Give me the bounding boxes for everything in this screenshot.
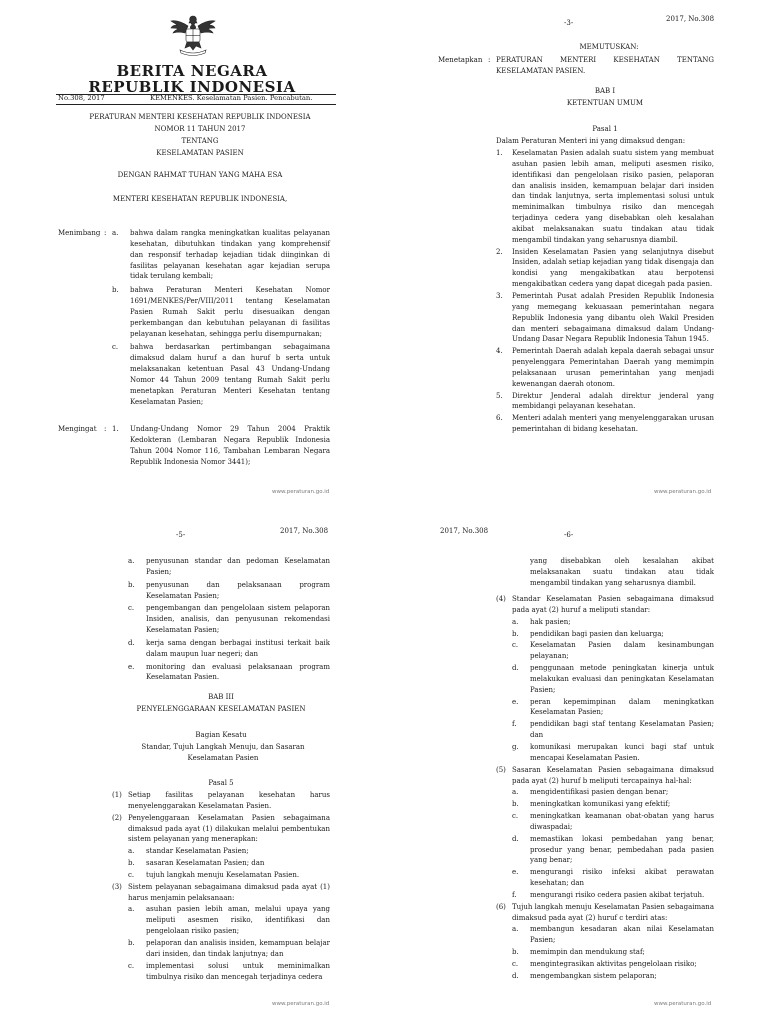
- minister-heading: MENTERI KESEHATAN REPUBLIK INDONESIA,: [112, 195, 288, 203]
- sub-clause: [512, 834, 714, 867]
- definition-item: [496, 247, 714, 290]
- page-header: 2017, No.308: [280, 527, 329, 535]
- sub-clause: [128, 846, 330, 857]
- sub-clause-label: e.: [512, 697, 519, 706]
- mengingat-list: [112, 424, 330, 470]
- menimbang-item-label: b.: [112, 286, 119, 295]
- menimbang-label: Menimbang: [58, 229, 101, 237]
- clause-text: Setiap fasilitas pelayanan kesehatan harus menyelenggarakan Keselamatan Pasien.: [128, 791, 330, 810]
- menimbang-item-label: a.: [112, 229, 119, 237]
- sub-clause: [512, 811, 714, 833]
- sub-clause: [512, 890, 714, 901]
- bagian-heading: Bagian Kesatu: [195, 731, 247, 739]
- page-number: -5-: [176, 531, 186, 539]
- clause: [496, 594, 714, 764]
- sub-clause: [512, 617, 714, 628]
- sub-clause-text: memimpin dan mendukung staf;: [530, 948, 645, 957]
- regulation-subject: KESELAMATAN PASIEN: [156, 149, 244, 157]
- clause: [112, 813, 330, 881]
- definition-item-text: Menteri adalah menteri yang menyelenggarakan urusan pemerintahan di bidang kesehatan.: [512, 414, 714, 434]
- gazette-topic: KEMENKES. Keselamatan Pasien. Pencabutan.: [150, 94, 313, 102]
- sub-clause: [512, 697, 714, 719]
- sub-clause-text: pelaporan dan analisis insiden, kemampuan belajar dari insiden, dan tindak lanjutnya; dan: [146, 938, 330, 958]
- clause-label: (1): [112, 791, 122, 799]
- document-page-2: [384, 0, 768, 512]
- definition-item-text: Pemerintah Pusat adalah Presiden Republik Indonesia yang memegang kekuasaan pemerintahan negara Republik Indonesia yang dibantu oleh Wakil Presiden dan menteri sebagaimana dimaksud dalam Undang-Undang Dasar Negara Republik Indonesia Tahun 1945.: [512, 291, 714, 344]
- definition-item: [496, 413, 714, 435]
- footer-url[interactable]: www.peraturan.go.id: [272, 489, 330, 495]
- menimbang-item: [112, 342, 330, 407]
- bab-heading: BAB III: [208, 693, 234, 701]
- clause: [496, 902, 714, 982]
- bab-title: PENYELENGGARAAN KESELAMATAN PASIEN: [136, 705, 306, 713]
- sub-clause-label: a.: [512, 617, 519, 626]
- sub-clause-label: c.: [512, 960, 519, 968]
- sub-clause: [512, 663, 714, 696]
- task-item-label: d.: [128, 638, 135, 647]
- menimbang-item-text: bahwa berdasarkan pertimbangan sebagaimana dimaksud dalam huruf a dan huruf b serta untuk melaksanakan ketentuan Pasal 43 Undang-Undang Nomor 44 Tahun 2009 tentang Rumah Sakit perlu menetapkan Peraturan Menteri Kesehatan tentang Keselamatan Pasien;: [130, 343, 330, 406]
- sub-clause-text: meningkatkan keamanan obat-obatan yang harus diwaspadai;: [530, 812, 714, 831]
- sub-clause-text: standar Keselamatan Pasien;: [146, 847, 249, 856]
- mengingat-label: Mengingat: [58, 425, 97, 433]
- menimbang-item-text: bahwa dalam rangka meningkatkan kualitas pelayanan kesehatan, dibutuhkan tindakan yang komprehensif dan responsif terhadap kejadian tidak diinginkan di fasilitas pelayanan kesehatan agar kejadian serupa tidak terulang kembali;: [130, 229, 330, 281]
- sub-clause-text: memastikan lokasi pembedahan yang benar, prosedur yang benar, pembedahan pada pasien yang benar;: [530, 834, 714, 865]
- sub-clause: [512, 971, 714, 982]
- bab-heading: BAB I: [594, 87, 616, 95]
- clause-text: Tujuh langkah menuju Keselamatan Pasien sebagaimana dimaksud pada ayat (2) huruf c terdiri atas:: [512, 902, 714, 922]
- sub-clause-text: mengidentifikasi pasien dengan benar;: [530, 788, 669, 797]
- sub-clause-label: b.: [128, 938, 135, 947]
- sub-clause-text: komunikasi merupakan kunci bagi staf untuk mencapai Keselamatan Pasien.: [530, 742, 714, 762]
- sub-clause-text: hak pasien;: [530, 617, 571, 626]
- sub-clause-text: membangun kesadaran akan nilai Keselamatan Pasien;: [530, 925, 714, 945]
- garuda-emblem-icon: [168, 12, 218, 58]
- menimbang-item-label: c.: [112, 343, 119, 352]
- menimbang-item: [112, 228, 330, 282]
- sub-clause-label: d.: [512, 664, 519, 673]
- sub-clause: [512, 799, 714, 810]
- sub-clause-label: b.: [128, 859, 135, 868]
- sub-clause-text: pendidikan bagi staf tentang Keselamatan Pasien; dan: [530, 720, 714, 740]
- sub-clause-text: mengintegrasikan aktivitas pengelolaan risiko;: [530, 960, 697, 968]
- page-header: 2017, No.308: [666, 15, 715, 23]
- page-header: 2017, No.308: [440, 527, 489, 535]
- sub-clause-text: Keselamatan Pasien dalam kesinambungan pelayanan;: [530, 641, 714, 661]
- definitions-list: [496, 148, 714, 436]
- continuation-text: yang disebabkan oleh kesalahan akibat melaksanakan suatu tindakan atau tidak mengambil tindakan yang seharusnya diambil.: [530, 557, 714, 587]
- mengingat-item: [112, 424, 330, 467]
- definition-item-label: 5.: [496, 391, 503, 400]
- clause-text: Sistem pelayanan sebagaimana dimaksud pada ayat (1) harus menjamin pelaksanaan:: [128, 882, 330, 902]
- sub-clause-text: mengurangi risiko cedera pasien akibat terjatuh.: [530, 890, 705, 899]
- task-item-label: b.: [128, 580, 135, 589]
- clause-label: (3): [112, 882, 122, 891]
- pasal-5-clauses: [112, 790, 330, 983]
- republik-indonesia-title: REPUBLIK INDONESIA: [88, 78, 296, 96]
- page-number: -3-: [564, 19, 574, 27]
- sub-clause: [512, 719, 714, 741]
- sub-clause: [128, 938, 330, 960]
- sub-clause: [128, 870, 330, 881]
- task-item-label: c.: [128, 604, 135, 613]
- footer-url[interactable]: www.peraturan.go.id: [272, 1001, 330, 1007]
- sub-clause-text: mengurangi risiko infeksi akibat perawatan kesehatan; dan: [530, 868, 714, 888]
- task-item-text: kerja sama dengan berbagai institusi terkait baik dalam maupun luar negeri; dan: [146, 638, 330, 658]
- sub-clause-text: penggunaan metode peningkatan kinerja untuk melakukan evaluasi dan peningkatan Keselamatan Pasien;: [530, 664, 714, 694]
- definition-item: [496, 291, 714, 345]
- definition-item-text: Insiden Keselamatan Pasien yang selanjutnya disebut Insiden, adalah setiap kejadian yang tidak disengaja dan kondisi yang mengakibatkan atau berpotensi mengakibatkan cedera yang dapat dicegah pada pasien.: [512, 247, 714, 289]
- regulation-title: PERATURAN MENTERI KESEHATAN REPUBLIK INDONESIA: [89, 113, 311, 121]
- sub-clause-label: f.: [512, 720, 517, 729]
- task-item-text: penyusunan standar dan pedoman Keselamatan Pasien;: [146, 557, 330, 576]
- bab-title: KETENTUAN UMUM: [566, 99, 644, 107]
- sub-clause: [128, 904, 330, 937]
- document-page-4: [384, 512, 768, 1024]
- sub-clause-label: d.: [512, 971, 519, 980]
- definition-item-label: 6.: [496, 414, 503, 423]
- sub-clause: [512, 640, 714, 662]
- sub-clause-label: a.: [128, 847, 135, 856]
- task-item-text: penyusunan dan pelaksanaan program Keselamatan Pasien;: [146, 580, 330, 600]
- sub-clause-label: b.: [512, 800, 519, 809]
- sub-clause-label: c.: [512, 641, 519, 650]
- definition-item: [496, 391, 714, 413]
- task-item: [128, 662, 330, 684]
- document-page-3: [0, 512, 384, 1024]
- definition-item-text: Direktur Jenderal adalah direktur jenderal yang membidangi pelayanan kesehatan.: [512, 391, 714, 411]
- definition-item-text: Pemerintah Daerah adalah kepala daerah sebagai unsur penyelenggara Pemerintahan Daerah yang memimpin pelaksanaan urusan pemerintahan yang menjadi kewenangan daerah otonom.: [512, 347, 714, 388]
- gazette-number: No.308, 2017: [58, 94, 105, 102]
- regulation-about: TENTANG: [181, 137, 219, 145]
- clause-label: (2): [112, 813, 122, 822]
- clause: [112, 882, 330, 983]
- header-rule-thin: [56, 104, 336, 105]
- sub-clause-label: f.: [512, 890, 517, 899]
- clause-label: (6): [496, 902, 506, 911]
- menimbang-item: [112, 285, 330, 339]
- regulation-number: NOMOR 11 TAHUN 2017: [154, 125, 246, 133]
- sub-clause: [512, 867, 714, 889]
- sub-clause-label: e.: [512, 868, 519, 877]
- sub-clause-text: implementasi solusi untuk meminimalkan timbulnya risiko dan mencegah terjadinya cedera: [146, 961, 330, 981]
- definition-item-label: 3.: [496, 291, 503, 300]
- sub-clause-label: c.: [512, 812, 519, 821]
- sub-clause-label: b.: [512, 629, 519, 638]
- mengingat-item-label: 1.: [112, 425, 119, 433]
- pasal-5-clauses-continued: [496, 594, 714, 983]
- sub-clause-text: sasaran Keselamatan Pasien; dan: [146, 859, 265, 868]
- definition-item-label: 4.: [496, 347, 503, 356]
- clause: [496, 765, 714, 901]
- sub-clause: [512, 787, 714, 798]
- task-item-text: pengembangan dan pengelolaan sistem pelaporan Insiden, analisis, dan penyusunan rekomendasi Keselamatan Pasien;: [146, 604, 330, 635]
- grace-statement: DENGAN RAHMAT TUHAN YANG MAHA ESA: [117, 171, 283, 179]
- clause-label: (5): [496, 765, 506, 774]
- sub-clause-text: pendidikan bagi pasien dan keluarga;: [530, 629, 664, 638]
- definition-item: [496, 346, 714, 389]
- sub-clause: [512, 947, 714, 958]
- bagian-title: Standar, Tujuh Langkah Menuju, dan Sasaran Keselamatan Pasien: [141, 743, 305, 762]
- definition-item-label: 1.: [496, 149, 503, 157]
- colon: :: [488, 56, 491, 64]
- sub-clause: [512, 959, 714, 970]
- sub-clause: [512, 629, 714, 640]
- colon: :: [104, 425, 107, 433]
- berita-negara-title: BERITA NEGARA: [116, 62, 268, 80]
- sub-clause-text: mengembangkan sistem pelaporan;: [530, 971, 657, 980]
- definition-item-label: 2.: [496, 247, 503, 256]
- task-item-label: a.: [128, 557, 135, 565]
- clause-text: Sasaran Keselamatan Pasien sebagaimana dimaksud pada ayat (2) huruf b meliputi tercapainya hal-hal:: [512, 765, 714, 785]
- task-item: [128, 580, 330, 602]
- footer-url[interactable]: www.peraturan.go.id: [654, 489, 712, 495]
- page-number: -6-: [564, 531, 574, 539]
- menimbang-list: [112, 228, 330, 411]
- pasal-heading: Pasal 1: [592, 125, 618, 133]
- sub-clause-label: c.: [128, 961, 135, 970]
- task-item: [128, 603, 330, 636]
- menetapkan-label: Menetapkan: [438, 56, 483, 64]
- pasal-heading: Pasal 5: [208, 779, 234, 787]
- menetapkan-text: PERATURAN MENTERI KESEHATAN TENTANG KESELAMATAN PASIEN.: [496, 56, 714, 75]
- sub-clause-label: a.: [512, 788, 519, 797]
- pasal-intro: Dalam Peraturan Menteri ini yang dimaksud dengan:: [496, 137, 686, 145]
- task-item: [128, 638, 330, 660]
- footer-url[interactable]: www.peraturan.go.id: [654, 1001, 712, 1007]
- definition-item: [496, 148, 714, 246]
- sub-clause: [128, 858, 330, 869]
- definition-item-text: Keselamatan Pasien adalah suatu sistem yang membuat asuhan pasien lebih aman, meliputi asesmen risiko, identifikasi dan pengelolaan risiko pasien, pelaporan dan analisis insiden, kemampuan belajar dari insiden dan tindak lanjutnya, serta implementasi solusi untuk meminimalkan timbulnya risiko dan mencegah terjadinya cedera yang disebabkan oleh kesalahan akibat melaksanakan suatu tindakan atau tidak mengambil tindakan yang seharusnya diambil.: [512, 149, 714, 244]
- task-item-text: monitoring dan evaluasi pelaksanaan program Keselamatan Pasien.: [146, 662, 330, 682]
- clause-label: (4): [496, 595, 506, 603]
- task-item: [128, 556, 330, 578]
- sub-clause-text: meningkatkan komunikasi yang efektif;: [530, 800, 671, 809]
- task-item-label: e.: [128, 662, 135, 671]
- sub-clause: [512, 742, 714, 764]
- sub-clause-text: asuhan pasien lebih aman, melalui upaya yang meliputi asesmen risiko, identifikasi dan pengelolaan risiko pasien;: [146, 905, 330, 936]
- sub-clause-label: a.: [512, 925, 519, 934]
- menimbang-item-text: bahwa Peraturan Menteri Kesehatan Nomor 1691/MENKES/Per/VIII/2011 tentang Keselamatan Pasien Rumah Sakit perlu disesuaikan dengan perkembangan dan kebutuhan pelayanan di fasilitas pelayanan kesehatan, sehingga perlu disempurnakan;: [130, 286, 330, 338]
- sub-clause-label: g.: [512, 742, 519, 751]
- mengingat-item-text: Undang-Undang Nomor 29 Tahun 2004 Praktik Kedokteran (Lembaran Negara Republik Indonesia Tahun 2004 Nomor 116, Tambahan Lembaran Negara Republik Indonesia Nomor 3441);: [130, 425, 330, 466]
- sub-clause: [512, 924, 714, 946]
- memutuskan-heading: MEMUTUSKAN:: [579, 43, 639, 51]
- sub-clause-label: a.: [128, 905, 135, 914]
- sub-clause-label: d.: [512, 834, 519, 843]
- sub-clause: [128, 961, 330, 983]
- document-page-1: [0, 0, 384, 512]
- clause: [112, 790, 330, 812]
- sub-clause-text: tujuh langkah menuju Keselamatan Pasien.: [146, 870, 300, 879]
- task-list: [128, 556, 330, 685]
- colon: :: [104, 229, 107, 237]
- sub-clause-label: b.: [512, 948, 519, 957]
- clause-text: Penyelenggaraan Keselamatan Pasien sebagaimana dimaksud pada ayat (1) dilakukan melalui pembentukan sistem pelayanan yang menerapkan:: [128, 813, 330, 844]
- clause-text: Standar Keselamatan Pasien sebagaimana dimaksud pada ayat (2) huruf a meliputi standar:: [512, 595, 714, 614]
- sub-clause-text: peran kepemimpinan dalam meningkatkan Keselamatan Pasien;: [530, 697, 714, 717]
- sub-clause-label: c.: [128, 870, 135, 879]
